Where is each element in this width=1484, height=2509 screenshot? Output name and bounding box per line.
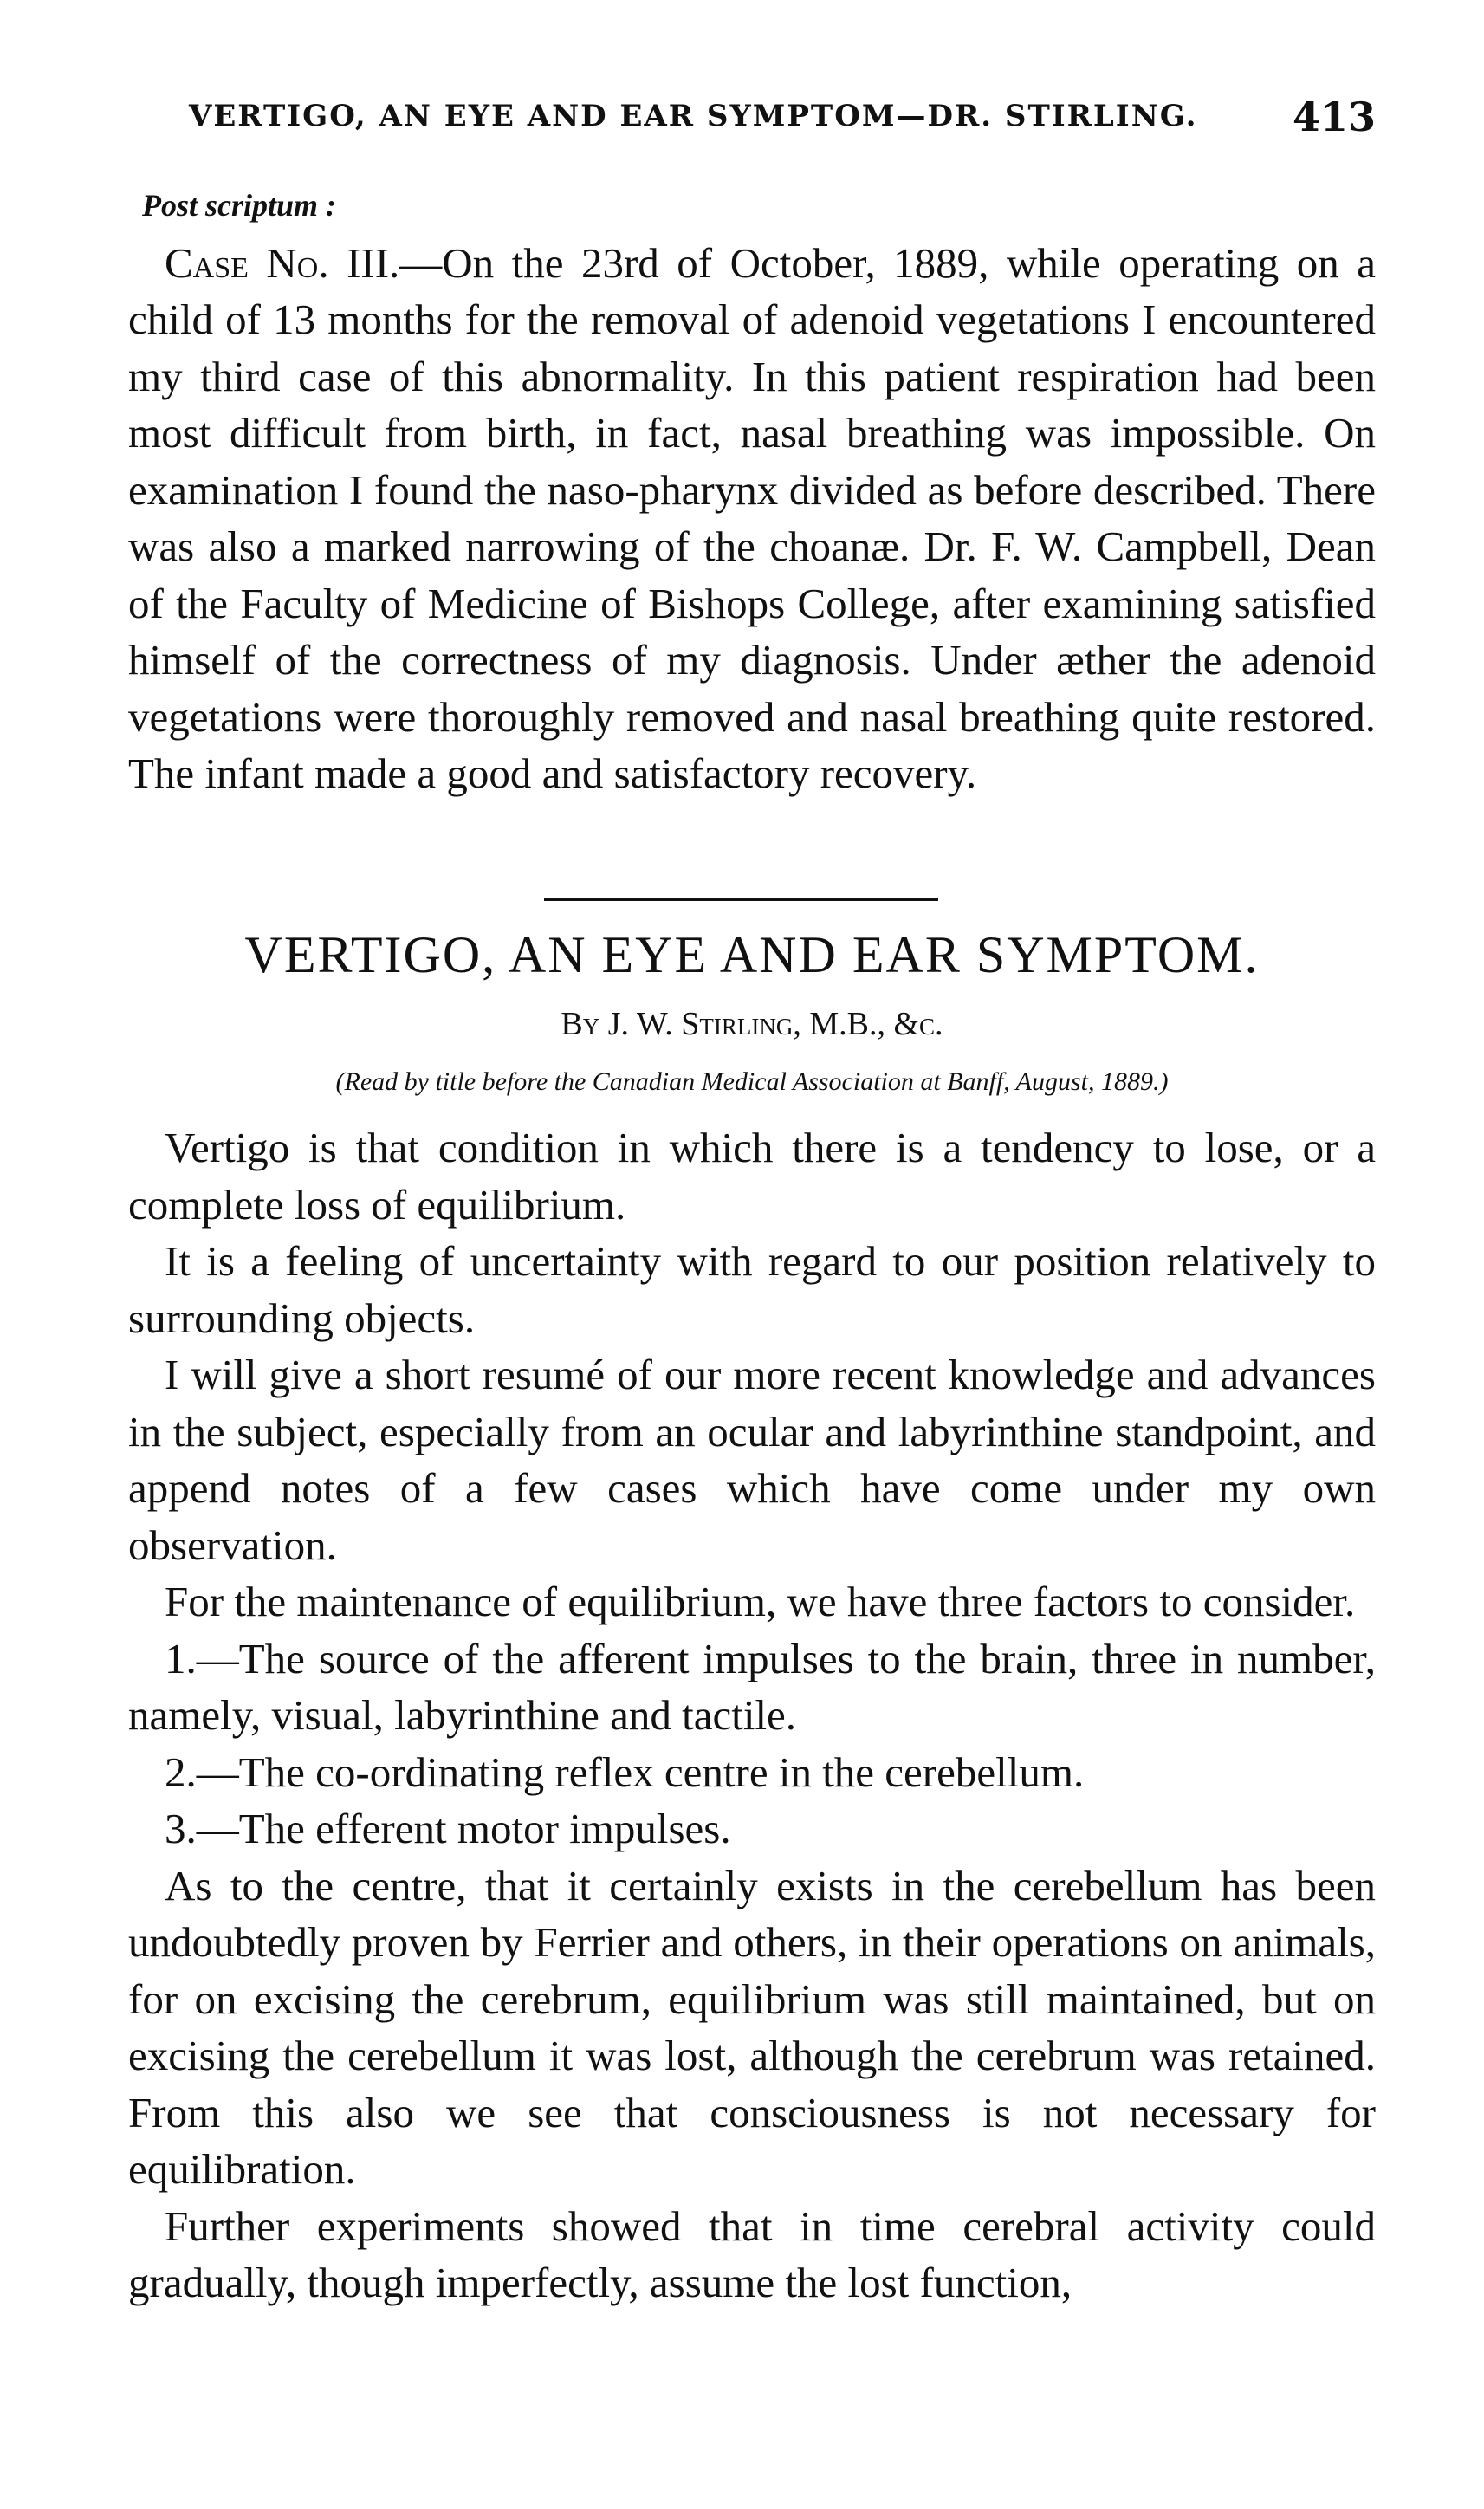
article-paragraph: For the maintenance of equilibrium, we have three factors to consider. bbox=[165, 1578, 1356, 1625]
article-paragraph: As to the centre, that it certainly exists in the cerebellum has been undoubtedly proven by Ferrier and others, in their operations on animals, for on excising the cerebrum, equilibrium was still maintained, but on excising the cerebellum it was lost, although the cerebrum was retained. From this also we see that consciousness is not necessary for equilibration. bbox=[128, 1861, 1376, 2193]
article-paragraph: Further experiments showed that in time cerebral activity could gradually, though imperfectly, assume the lost function, bbox=[128, 2201, 1376, 2306]
postscript-text: —On the 23rd of October, 1889, while operating on a child of 13 months for the removal of adenoid vegetations I encountered my third case of this abnormality. In this patient respiration had been most difficult from birth, in fact, nasal breathing was impossible. On examination I found the naso-pharynx divided as before described. There was also a marked narrowing of the choanæ. Dr. F. W. Campbell, Dean of the Faculty of Medicine of Bishops College, after examining satisfied himself of the correctness of my diagnosis. Under æther the adenoid vegetations were thoroughly removed and nasal breathing quite restored. The infant made a good and satisfactory recovery. bbox=[128, 238, 1377, 797]
numbered-item: 1.—The source of the afferent impulses to the brain, three in number, namely, visual, labyrinthine and tactile. bbox=[128, 1634, 1376, 1739]
read-note: (Read by title before the Canadian Medical Association at Banff, August, 1889.) bbox=[335, 1067, 1169, 1096]
article-body bbox=[128, 1119, 1376, 2311]
article-paragraph: It is a feeling of uncertainty with regard to our position relatively to surrounding objects. bbox=[128, 1237, 1376, 1342]
article-byline: By J. W. Stirling, M.B., &c. bbox=[561, 1006, 943, 1042]
numbered-item: 3.—The efferent motor impulses. bbox=[165, 1805, 731, 1852]
article-paragraph: Vertigo is that condition in which there is a tendency to lose, or a complete loss of equilibrium. bbox=[128, 1124, 1376, 1229]
article-paragraph: I will give a short resumé of our more recent knowledge and advances in the subject, especially from an ocular and labyrinthine standpoint, and append notes of a few cases which have come under my own observation. bbox=[128, 1351, 1376, 1569]
numbered-item: 2.—The co-ordinating reflex centre in the cerebellum. bbox=[165, 1747, 1085, 1796]
postscript-label: Post scriptum : bbox=[142, 188, 337, 223]
article-title: VERTIGO, AN EYE AND EAR SYMPTOM. bbox=[244, 926, 1260, 983]
postscript-section bbox=[128, 178, 1376, 802]
page-number: 413 bbox=[1292, 94, 1376, 140]
postscript-paragraph bbox=[128, 235, 1376, 802]
section-divider bbox=[544, 898, 938, 901]
running-title: VERTIGO, AN EYE AND EAR SYMPTOM—DR. STIRLING. bbox=[189, 99, 1198, 133]
running-head bbox=[189, 94, 1376, 146]
case-label: Case No. III. bbox=[165, 238, 400, 287]
